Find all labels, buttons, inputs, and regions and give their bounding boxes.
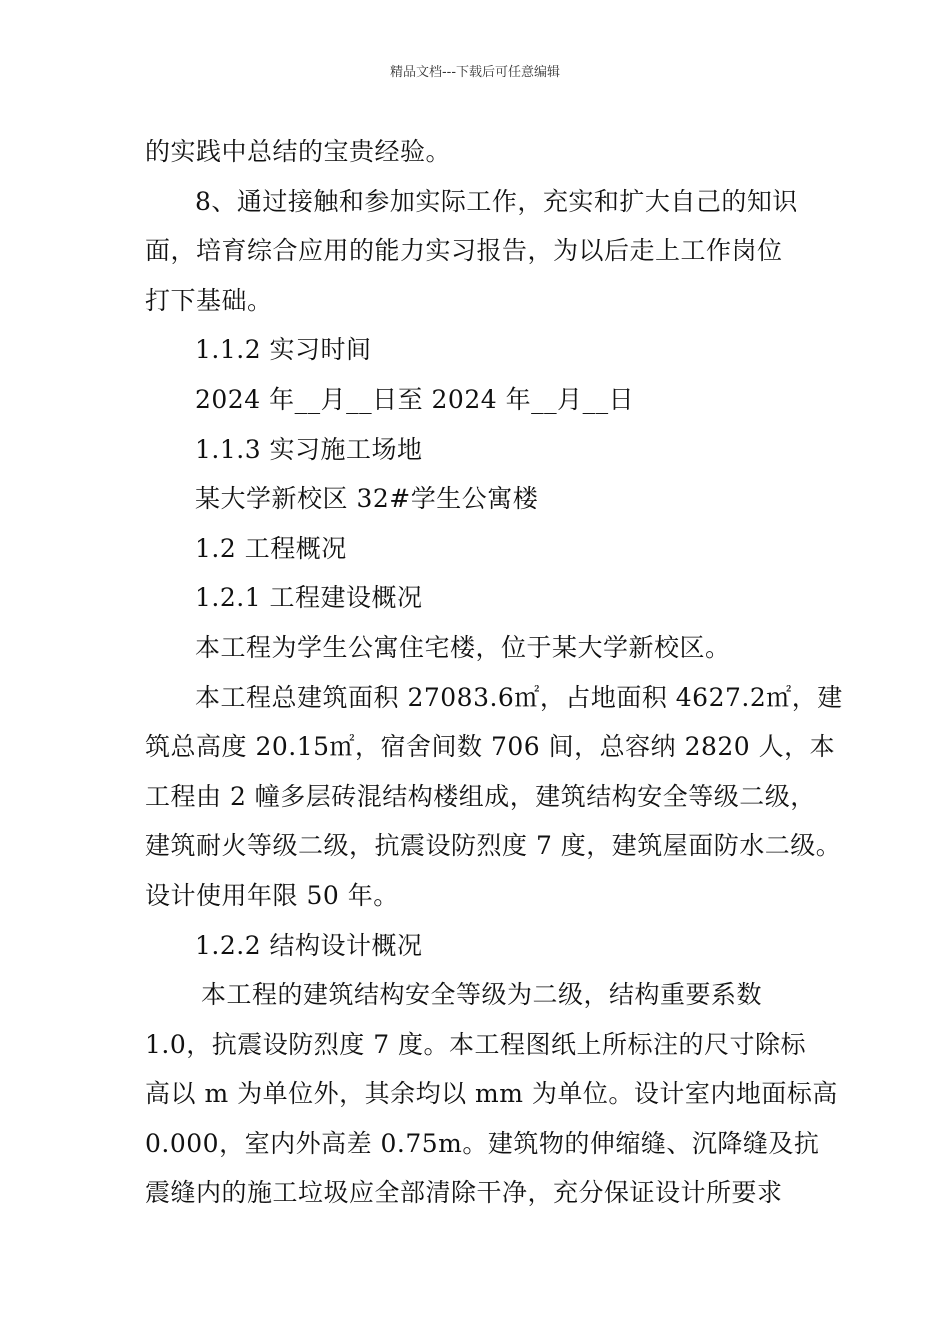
body-line: 震缝内的施工垃圾应全部清除干净，充分保证设计所要求 <box>145 1178 783 1208</box>
section-heading: 1.1.2 实习时间 <box>195 335 372 365</box>
body-line: 1.0，抗震设防烈度 7 度。本工程图纸上所标注的尺寸除标 <box>145 1029 807 1059</box>
section-heading: 1.2.1 工程建设概况 <box>195 583 423 613</box>
body-line: 筑总高度 20.15㎡，宿舍间数 706 间，总容纳 2820 人，本 <box>145 732 836 762</box>
body-line: 的实践中总结的宝贵经验。 <box>145 137 452 166</box>
document-body <box>145 127 843 1218</box>
body-line: 工程由 2 幢多层砖混结构楼组成，建筑结构安全等级二级， <box>145 781 816 811</box>
body-line: 高以 m 为单位外，其余均以 mm 为单位。设计室内地面标高 <box>145 1079 838 1109</box>
body-line: 0.000，室内外高差 0.75m。建筑物的伸缩缝、沉降缝及抗 <box>145 1128 820 1158</box>
body-line: 面，培育综合应用的能力实习报告，为以后走上工作岗位 <box>145 236 783 266</box>
body-line: 8、通过接触和参加实际工作，充实和扩大自己的知识 <box>195 186 798 216</box>
body-line: 打下基础。 <box>145 285 273 315</box>
page-header: 精品文档---下载后可任意编辑 <box>389 65 561 80</box>
body-line: 本工程的建筑结构安全等级为二级，结构重要系数 <box>201 980 763 1010</box>
body-line: 建筑耐火等级二级，抗震设防烈度 7 度，建筑屋面防水二级。 <box>145 831 842 861</box>
body-line: 设计使用年限 50 年。 <box>145 880 399 910</box>
body-line: 本工程为学生公寓住宅楼，位于某大学新校区。 <box>195 632 731 662</box>
body-line: 本工程总建筑面积 27083.6㎡，占地面积 4627.2㎡，建 <box>195 682 843 712</box>
section-heading: 1.2.2 结构设计概况 <box>195 930 423 960</box>
section-heading: 1.1.3 实习施工场地 <box>195 434 423 464</box>
section-heading: 1.2 工程概况 <box>195 533 347 563</box>
body-line: 某大学新校区 32#学生公寓楼 <box>195 484 539 514</box>
body-line: 2024 年__月__日至 2024 年__月__日 <box>195 384 635 414</box>
